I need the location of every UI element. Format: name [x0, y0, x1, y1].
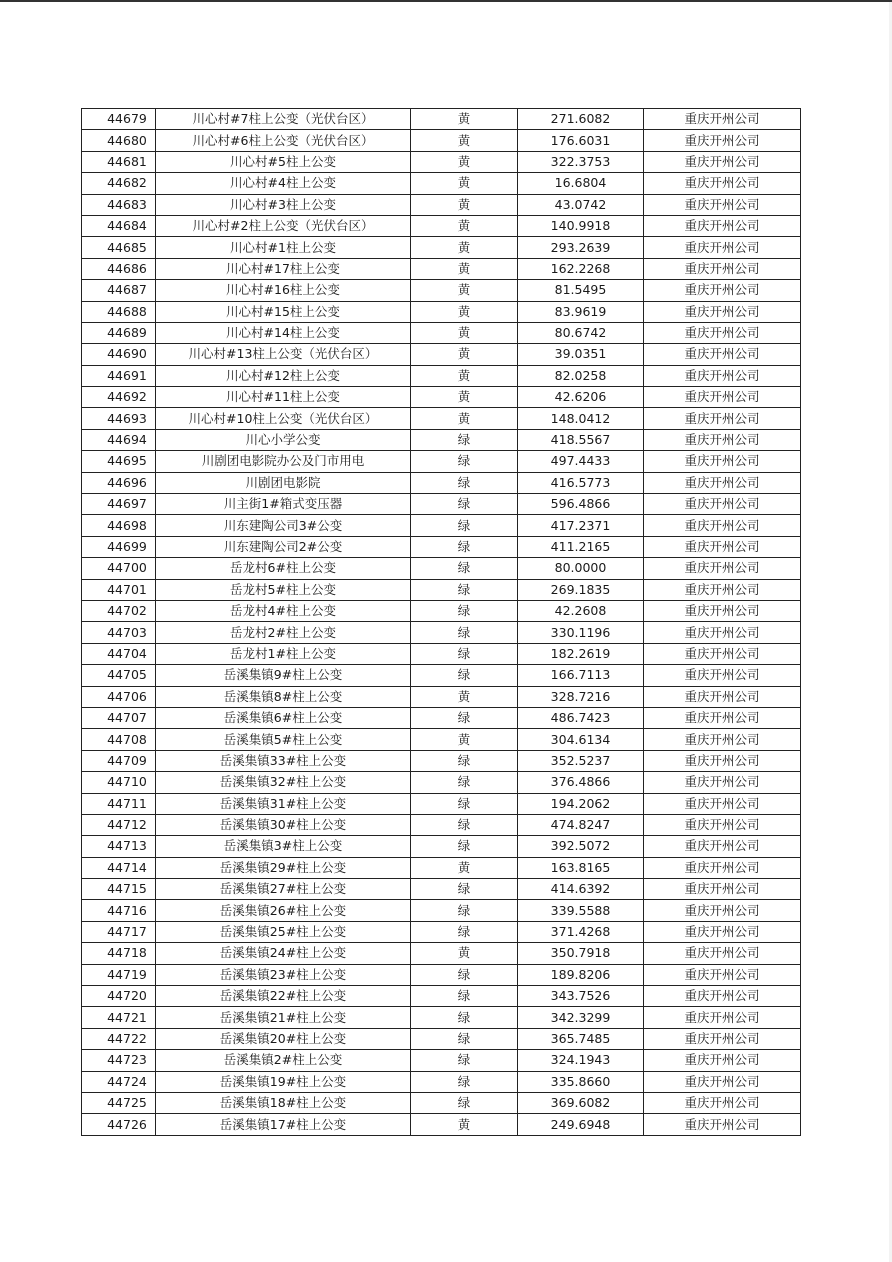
row-id-cell: 44712 — [82, 814, 156, 835]
row-id-cell: 44700 — [82, 558, 156, 579]
status-level-cell: 黄 — [411, 857, 518, 878]
table-row — [82, 1007, 801, 1028]
status-level-cell: 黄 — [411, 1114, 518, 1135]
company-cell: 重庆开州公司 — [644, 986, 801, 1007]
table-row — [82, 857, 801, 878]
capacity-value-cell: 416.5773 — [518, 472, 644, 493]
transformer-name-cell: 岳溪集镇31#柱上公变 — [156, 793, 411, 814]
company-cell: 重庆开州公司 — [644, 237, 801, 258]
transformer-name-cell: 岳龙村1#柱上公变 — [156, 643, 411, 664]
company-cell: 重庆开州公司 — [644, 322, 801, 343]
row-id-cell: 44721 — [82, 1007, 156, 1028]
status-level-cell: 绿 — [411, 622, 518, 643]
table-row — [82, 579, 801, 600]
capacity-value-cell: 148.0412 — [518, 408, 644, 429]
status-level-cell: 绿 — [411, 879, 518, 900]
transformer-name-cell: 岳溪集镇2#柱上公变 — [156, 1050, 411, 1071]
table-row — [82, 643, 801, 664]
company-cell: 重庆开州公司 — [644, 365, 801, 386]
transformer-name-cell: 川心村#1柱上公变 — [156, 237, 411, 258]
table-row — [82, 836, 801, 857]
transformer-name-cell: 川心村#17柱上公变 — [156, 258, 411, 279]
company-cell: 重庆开州公司 — [644, 622, 801, 643]
transformer-name-cell: 川心村#16柱上公变 — [156, 280, 411, 301]
row-id-cell: 44693 — [82, 408, 156, 429]
row-id-cell: 44706 — [82, 686, 156, 707]
transformer-name-cell: 川剧团电影院 — [156, 472, 411, 493]
company-cell: 重庆开州公司 — [644, 258, 801, 279]
row-id-cell: 44696 — [82, 472, 156, 493]
table-row — [82, 1071, 801, 1092]
status-level-cell: 绿 — [411, 1071, 518, 1092]
status-level-cell: 黄 — [411, 322, 518, 343]
row-id-cell: 44724 — [82, 1071, 156, 1092]
row-id-cell: 44718 — [82, 943, 156, 964]
capacity-value-cell: 392.5072 — [518, 836, 644, 857]
company-cell: 重庆开州公司 — [644, 344, 801, 365]
table-row — [82, 258, 801, 279]
table-row — [82, 451, 801, 472]
company-cell: 重庆开州公司 — [644, 451, 801, 472]
status-level-cell: 绿 — [411, 793, 518, 814]
capacity-value-cell: 271.6082 — [518, 109, 644, 130]
company-cell: 重庆开州公司 — [644, 515, 801, 536]
capacity-value-cell: 304.6134 — [518, 729, 644, 750]
transformer-name-cell: 岳溪集镇18#柱上公变 — [156, 1092, 411, 1113]
status-level-cell: 黄 — [411, 344, 518, 365]
status-level-cell: 黄 — [411, 109, 518, 130]
capacity-value-cell: 80.0000 — [518, 558, 644, 579]
capacity-value-cell: 414.6392 — [518, 879, 644, 900]
table-row — [82, 280, 801, 301]
transformer-name-cell: 岳溪集镇30#柱上公变 — [156, 814, 411, 835]
status-level-cell: 绿 — [411, 472, 518, 493]
row-id-cell: 44682 — [82, 173, 156, 194]
capacity-value-cell: 194.2062 — [518, 793, 644, 814]
status-level-cell: 绿 — [411, 986, 518, 1007]
capacity-value-cell: 342.3299 — [518, 1007, 644, 1028]
company-cell: 重庆开州公司 — [644, 793, 801, 814]
row-id-cell: 44680 — [82, 130, 156, 151]
company-cell: 重庆开州公司 — [644, 665, 801, 686]
transformer-name-cell: 川心村#12柱上公变 — [156, 365, 411, 386]
table-row — [82, 408, 801, 429]
company-cell: 重庆开州公司 — [644, 921, 801, 942]
status-level-cell: 黄 — [411, 215, 518, 236]
transformer-name-cell: 岳溪集镇17#柱上公变 — [156, 1114, 411, 1135]
table-row — [82, 622, 801, 643]
transformer-name-cell: 岳溪集镇33#柱上公变 — [156, 750, 411, 771]
transformer-name-cell: 岳溪集镇22#柱上公变 — [156, 986, 411, 1007]
capacity-value-cell: 43.0742 — [518, 194, 644, 215]
company-cell: 重庆开州公司 — [644, 1050, 801, 1071]
status-level-cell: 绿 — [411, 579, 518, 600]
capacity-value-cell: 376.4866 — [518, 772, 644, 793]
row-id-cell: 44685 — [82, 237, 156, 258]
company-cell: 重庆开州公司 — [644, 1028, 801, 1049]
capacity-value-cell: 335.8660 — [518, 1071, 644, 1092]
company-cell: 重庆开州公司 — [644, 109, 801, 130]
company-cell: 重庆开州公司 — [644, 1092, 801, 1113]
transformer-name-cell: 川心村#13柱上公变（光伏台区） — [156, 344, 411, 365]
row-id-cell: 44699 — [82, 536, 156, 557]
capacity-value-cell: 330.1196 — [518, 622, 644, 643]
status-level-cell: 绿 — [411, 429, 518, 450]
table-row — [82, 1050, 801, 1071]
table-row — [82, 215, 801, 236]
company-cell: 重庆开州公司 — [644, 173, 801, 194]
status-level-cell: 黄 — [411, 258, 518, 279]
company-cell: 重庆开州公司 — [644, 194, 801, 215]
capacity-value-cell: 369.6082 — [518, 1092, 644, 1113]
row-id-cell: 44710 — [82, 772, 156, 793]
table-row — [82, 943, 801, 964]
table-row — [82, 515, 801, 536]
row-id-cell: 44709 — [82, 750, 156, 771]
row-id-cell: 44703 — [82, 622, 156, 643]
company-cell: 重庆开州公司 — [644, 472, 801, 493]
transformer-name-cell: 岳溪集镇27#柱上公变 — [156, 879, 411, 900]
company-cell: 重庆开州公司 — [644, 408, 801, 429]
status-level-cell: 绿 — [411, 665, 518, 686]
transformer-capacity-table — [81, 108, 801, 1136]
table-row — [82, 558, 801, 579]
company-cell: 重庆开州公司 — [644, 494, 801, 515]
capacity-value-cell: 596.4866 — [518, 494, 644, 515]
company-cell: 重庆开州公司 — [644, 900, 801, 921]
status-level-cell: 黄 — [411, 943, 518, 964]
company-cell: 重庆开州公司 — [644, 943, 801, 964]
transformer-name-cell: 川心村#3柱上公变 — [156, 194, 411, 215]
row-id-cell: 44694 — [82, 429, 156, 450]
transformer-name-cell: 岳龙村5#柱上公变 — [156, 579, 411, 600]
table-row — [82, 173, 801, 194]
status-level-cell: 黄 — [411, 173, 518, 194]
company-cell: 重庆开州公司 — [644, 536, 801, 557]
table-row — [82, 707, 801, 728]
capacity-value-cell: 417.2371 — [518, 515, 644, 536]
row-id-cell: 44723 — [82, 1050, 156, 1071]
transformer-name-cell: 川心村#14柱上公变 — [156, 322, 411, 343]
transformer-name-cell: 岳龙村4#柱上公变 — [156, 600, 411, 621]
row-id-cell: 44704 — [82, 643, 156, 664]
row-id-cell: 44722 — [82, 1028, 156, 1049]
transformer-name-cell: 岳溪集镇29#柱上公变 — [156, 857, 411, 878]
status-level-cell: 黄 — [411, 237, 518, 258]
row-id-cell: 44691 — [82, 365, 156, 386]
row-id-cell: 44713 — [82, 836, 156, 857]
transformer-name-cell: 岳溪集镇24#柱上公变 — [156, 943, 411, 964]
company-cell: 重庆开州公司 — [644, 750, 801, 771]
company-cell: 重庆开州公司 — [644, 387, 801, 408]
transformer-name-cell: 岳龙村2#柱上公变 — [156, 622, 411, 643]
status-level-cell: 绿 — [411, 558, 518, 579]
status-level-cell: 绿 — [411, 707, 518, 728]
company-cell: 重庆开州公司 — [644, 772, 801, 793]
capacity-value-cell: 16.6804 — [518, 173, 644, 194]
row-id-cell: 44716 — [82, 900, 156, 921]
row-id-cell: 44715 — [82, 879, 156, 900]
row-id-cell: 44689 — [82, 322, 156, 343]
transformer-name-cell: 川心村#4柱上公变 — [156, 173, 411, 194]
company-cell: 重庆开州公司 — [644, 836, 801, 857]
company-cell: 重庆开州公司 — [644, 579, 801, 600]
company-cell: 重庆开州公司 — [644, 686, 801, 707]
table-row — [82, 344, 801, 365]
capacity-value-cell: 176.6031 — [518, 130, 644, 151]
status-level-cell: 黄 — [411, 686, 518, 707]
capacity-value-cell: 140.9918 — [518, 215, 644, 236]
transformer-name-cell: 川心村#6柱上公变（光伏台区） — [156, 130, 411, 151]
company-cell: 重庆开州公司 — [644, 215, 801, 236]
status-level-cell: 黄 — [411, 729, 518, 750]
capacity-value-cell: 42.2608 — [518, 600, 644, 621]
status-level-cell: 绿 — [411, 900, 518, 921]
capacity-value-cell: 324.1943 — [518, 1050, 644, 1071]
table-row — [82, 964, 801, 985]
company-cell: 重庆开州公司 — [644, 280, 801, 301]
status-level-cell: 黄 — [411, 408, 518, 429]
company-cell: 重庆开州公司 — [644, 1071, 801, 1092]
capacity-value-cell: 328.7216 — [518, 686, 644, 707]
table-row — [82, 686, 801, 707]
transformer-name-cell: 岳溪集镇6#柱上公变 — [156, 707, 411, 728]
transformer-name-cell: 岳溪集镇20#柱上公变 — [156, 1028, 411, 1049]
company-cell: 重庆开州公司 — [644, 600, 801, 621]
row-id-cell: 44692 — [82, 387, 156, 408]
row-id-cell: 44690 — [82, 344, 156, 365]
capacity-value-cell: 83.9619 — [518, 301, 644, 322]
transformer-name-cell: 川心小学公变 — [156, 429, 411, 450]
row-id-cell: 44708 — [82, 729, 156, 750]
capacity-value-cell: 42.6206 — [518, 387, 644, 408]
company-cell: 重庆开州公司 — [644, 729, 801, 750]
status-level-cell: 绿 — [411, 772, 518, 793]
table-row — [82, 921, 801, 942]
company-cell: 重庆开州公司 — [644, 643, 801, 664]
transformer-name-cell: 川东建陶公司2#公变 — [156, 536, 411, 557]
transformer-name-cell: 岳溪集镇32#柱上公变 — [156, 772, 411, 793]
row-id-cell: 44705 — [82, 665, 156, 686]
transformer-name-cell: 岳溪集镇5#柱上公变 — [156, 729, 411, 750]
row-id-cell: 44701 — [82, 579, 156, 600]
table-row — [82, 1114, 801, 1135]
status-level-cell: 黄 — [411, 280, 518, 301]
table-row — [82, 600, 801, 621]
row-id-cell: 44679 — [82, 109, 156, 130]
capacity-value-cell: 189.8206 — [518, 964, 644, 985]
status-level-cell: 绿 — [411, 836, 518, 857]
table-row — [82, 793, 801, 814]
row-id-cell: 44702 — [82, 600, 156, 621]
company-cell: 重庆开州公司 — [644, 857, 801, 878]
capacity-value-cell: 163.8165 — [518, 857, 644, 878]
row-id-cell: 44725 — [82, 1092, 156, 1113]
capacity-value-cell: 339.5588 — [518, 900, 644, 921]
status-level-cell: 绿 — [411, 494, 518, 515]
company-cell: 重庆开州公司 — [644, 130, 801, 151]
status-level-cell: 黄 — [411, 151, 518, 172]
transformer-name-cell: 岳溪集镇3#柱上公变 — [156, 836, 411, 857]
table-row — [82, 109, 801, 130]
company-cell: 重庆开州公司 — [644, 1114, 801, 1135]
company-cell: 重庆开州公司 — [644, 814, 801, 835]
transformer-name-cell: 川心村#10柱上公变（光伏台区） — [156, 408, 411, 429]
table-row — [82, 151, 801, 172]
capacity-value-cell: 352.5237 — [518, 750, 644, 771]
row-id-cell: 44720 — [82, 986, 156, 1007]
row-id-cell: 44684 — [82, 215, 156, 236]
status-level-cell: 绿 — [411, 643, 518, 664]
transformer-name-cell: 岳溪集镇25#柱上公变 — [156, 921, 411, 942]
row-id-cell: 44717 — [82, 921, 156, 942]
row-id-cell: 44697 — [82, 494, 156, 515]
status-level-cell: 绿 — [411, 814, 518, 835]
status-level-cell: 黄 — [411, 194, 518, 215]
row-id-cell: 44687 — [82, 280, 156, 301]
table-row — [82, 986, 801, 1007]
row-id-cell: 44707 — [82, 707, 156, 728]
capacity-value-cell: 39.0351 — [518, 344, 644, 365]
company-cell: 重庆开州公司 — [644, 879, 801, 900]
transformer-name-cell: 岳溪集镇21#柱上公变 — [156, 1007, 411, 1028]
company-cell: 重庆开州公司 — [644, 151, 801, 172]
table-row — [82, 237, 801, 258]
status-level-cell: 绿 — [411, 1028, 518, 1049]
capacity-value-cell: 80.6742 — [518, 322, 644, 343]
table-row — [82, 365, 801, 386]
capacity-value-cell: 166.7113 — [518, 665, 644, 686]
capacity-value-cell: 81.5495 — [518, 280, 644, 301]
table-row — [82, 387, 801, 408]
transformer-name-cell: 岳龙村6#柱上公变 — [156, 558, 411, 579]
status-level-cell: 绿 — [411, 1092, 518, 1113]
capacity-value-cell: 322.3753 — [518, 151, 644, 172]
table-row — [82, 772, 801, 793]
table-row — [82, 665, 801, 686]
status-level-cell: 绿 — [411, 921, 518, 942]
table-row — [82, 429, 801, 450]
company-cell: 重庆开州公司 — [644, 707, 801, 728]
table-row — [82, 301, 801, 322]
capacity-value-cell: 162.2268 — [518, 258, 644, 279]
row-id-cell: 44695 — [82, 451, 156, 472]
page-top-border — [0, 0, 892, 2]
transformer-name-cell: 岳溪集镇19#柱上公变 — [156, 1071, 411, 1092]
capacity-value-cell: 418.5567 — [518, 429, 644, 450]
row-id-cell: 44683 — [82, 194, 156, 215]
table-row — [82, 1028, 801, 1049]
capacity-value-cell: 343.7526 — [518, 986, 644, 1007]
capacity-value-cell: 371.4268 — [518, 921, 644, 942]
capacity-value-cell: 182.2619 — [518, 643, 644, 664]
table-row — [82, 900, 801, 921]
table-body — [82, 109, 801, 1136]
table-row — [82, 130, 801, 151]
capacity-value-cell: 249.6948 — [518, 1114, 644, 1135]
table-row — [82, 494, 801, 515]
row-id-cell: 44714 — [82, 857, 156, 878]
table-row — [82, 472, 801, 493]
transformer-name-cell: 川心村#11柱上公变 — [156, 387, 411, 408]
capacity-value-cell: 350.7918 — [518, 943, 644, 964]
row-id-cell: 44711 — [82, 793, 156, 814]
status-level-cell: 黄 — [411, 387, 518, 408]
company-cell: 重庆开州公司 — [644, 429, 801, 450]
status-level-cell: 绿 — [411, 515, 518, 536]
status-level-cell: 绿 — [411, 750, 518, 771]
row-id-cell: 44726 — [82, 1114, 156, 1135]
table-row — [82, 322, 801, 343]
transformer-name-cell: 岳溪集镇26#柱上公变 — [156, 900, 411, 921]
transformer-name-cell: 岳溪集镇23#柱上公变 — [156, 964, 411, 985]
row-id-cell: 44686 — [82, 258, 156, 279]
status-level-cell: 绿 — [411, 1007, 518, 1028]
table-row — [82, 750, 801, 771]
company-cell: 重庆开州公司 — [644, 301, 801, 322]
transformer-name-cell: 川心村#7柱上公变（光伏台区） — [156, 109, 411, 130]
status-level-cell: 黄 — [411, 365, 518, 386]
row-id-cell: 44719 — [82, 964, 156, 985]
transformer-name-cell: 川心村#2柱上公变（光伏台区） — [156, 215, 411, 236]
row-id-cell: 44688 — [82, 301, 156, 322]
capacity-value-cell: 269.1835 — [518, 579, 644, 600]
capacity-value-cell: 486.7423 — [518, 707, 644, 728]
company-cell: 重庆开州公司 — [644, 558, 801, 579]
status-level-cell: 绿 — [411, 451, 518, 472]
transformer-name-cell: 川心村#15柱上公变 — [156, 301, 411, 322]
transformer-name-cell: 岳溪集镇8#柱上公变 — [156, 686, 411, 707]
transformer-name-cell: 川剧团电影院办公及门市用电 — [156, 451, 411, 472]
status-level-cell: 黄 — [411, 130, 518, 151]
status-level-cell: 绿 — [411, 536, 518, 557]
transformer-name-cell: 川东建陶公司3#公变 — [156, 515, 411, 536]
table-row — [82, 814, 801, 835]
status-level-cell: 黄 — [411, 301, 518, 322]
table-row — [82, 729, 801, 750]
table-row — [82, 879, 801, 900]
capacity-value-cell: 497.4433 — [518, 451, 644, 472]
status-level-cell: 绿 — [411, 964, 518, 985]
row-id-cell: 44681 — [82, 151, 156, 172]
row-id-cell: 44698 — [82, 515, 156, 536]
capacity-value-cell: 293.2639 — [518, 237, 644, 258]
status-level-cell: 绿 — [411, 1050, 518, 1071]
transformer-name-cell: 岳溪集镇9#柱上公变 — [156, 665, 411, 686]
capacity-value-cell: 82.0258 — [518, 365, 644, 386]
capacity-value-cell: 365.7485 — [518, 1028, 644, 1049]
capacity-value-cell: 411.2165 — [518, 536, 644, 557]
table-row — [82, 1092, 801, 1113]
transformer-name-cell: 川主街1#箱式变压器 — [156, 494, 411, 515]
company-cell: 重庆开州公司 — [644, 964, 801, 985]
status-level-cell: 绿 — [411, 600, 518, 621]
table-row — [82, 536, 801, 557]
capacity-value-cell: 474.8247 — [518, 814, 644, 835]
company-cell: 重庆开州公司 — [644, 1007, 801, 1028]
table-row — [82, 194, 801, 215]
transformer-name-cell: 川心村#5柱上公变 — [156, 151, 411, 172]
